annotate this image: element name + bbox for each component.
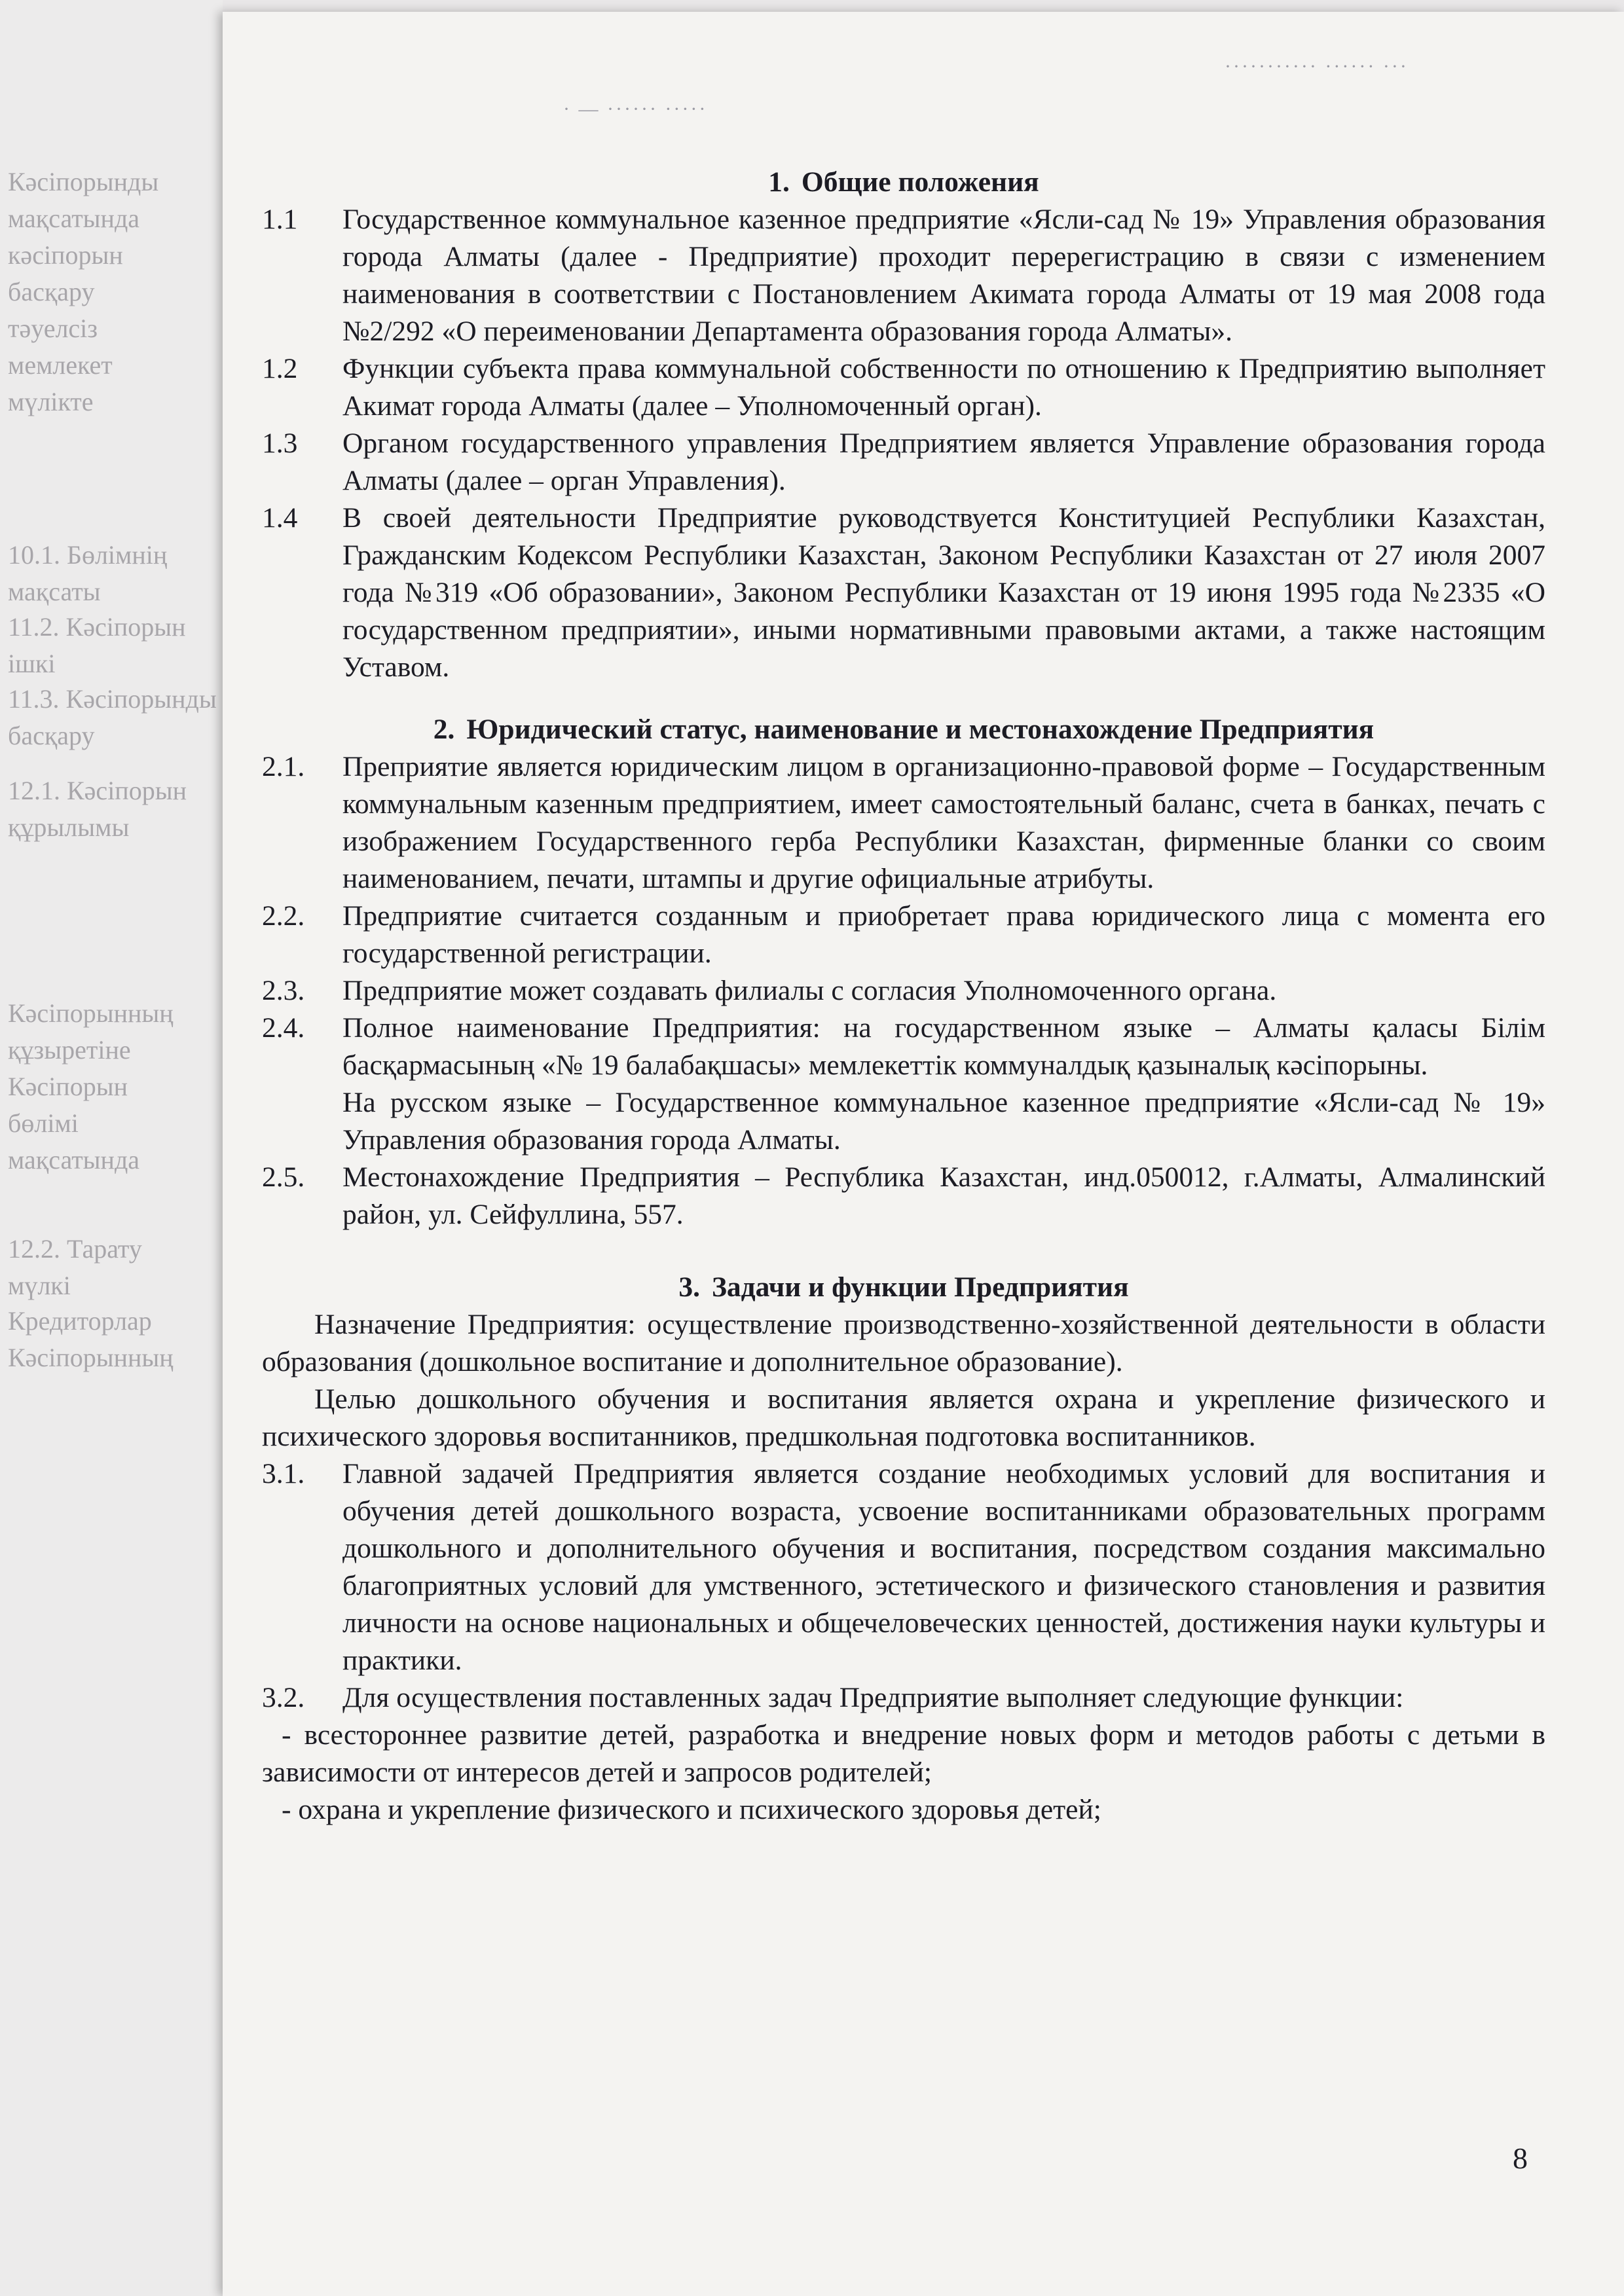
section-1-heading — [262, 164, 1545, 201]
clause-number: 3.2. — [262, 1682, 305, 1713]
clause-text: Полное наименование Предприятия: на государственном языке – Алматы қаласы Білім басқармасының «№ 19 балабақшасы» мемлекеттік коммуналдық қазыналық кәсіпорыны. — [342, 1012, 1545, 1081]
bleed-through-line: құзыретіне — [8, 1035, 131, 1065]
section-number: 3. — [678, 1271, 700, 1303]
section-title: Задачи и функции Предприятия — [711, 1271, 1129, 1303]
header-scan-noise-right: ··········· ······ ··· — [1225, 56, 1409, 77]
bleed-through-line: мүлкі — [8, 1271, 71, 1300]
bleed-through-line: Кәсіпорын — [8, 1072, 128, 1101]
bleed-through-line: бөлімі — [8, 1108, 79, 1138]
bullet-item: - всестороннее развитие детей, разработка и внедрение новых форм и методов работы с детьми в зависимости от интересов детей и запросов родителей; — [262, 1719, 1545, 1788]
clause-number: 2.4. — [262, 1012, 305, 1044]
clause-text: Преприятие является юридическим лицом в организационно-правовой форме – Государственным коммунальным казенным предприятием, имеет самостоятельный баланс, счета в банках, печать с изображением Государственного герба Республики Казахстан, фирменные бланки со своим наименованием, печати, штампы и другие официальные атрибуты. — [342, 751, 1545, 894]
purpose-paragraph: Назначение Предприятия: осуществление производственно-хозяйственной деятельности в области образования (дошкольное воспитание и дополнительное образование). — [262, 1309, 1545, 1377]
bleed-through-line: Кәсіпорынның — [8, 1343, 174, 1372]
bleed-through-line: Кредиторлар — [8, 1306, 152, 1336]
section-number: 1. — [768, 166, 790, 198]
section-title: Общие положения — [801, 166, 1039, 198]
header-scan-noise: · — ······ ····· — [563, 98, 708, 120]
clause-text: Главной задачей Предприятия является создание необходимых условий для воспитания и обучения детей дошкольного возраста, усвоение воспитанниками образовательных программ дошкольного и дополнительного обучения и воспитания, посредством создания максимально благоприятных условий для умственного, эстетического и физического становления и развития личности на основе национальных и общечеловеческих ценностей, достижения науки культуры и практики. — [342, 1458, 1545, 1676]
page-number: 8 — [1513, 2141, 1528, 2175]
bleed-through-line: 12.1. Кәсіпорын — [8, 776, 187, 805]
clause-text: Предприятие считается созданным и приобретает права юридического лица с момента его государственной регистрации. — [342, 900, 1545, 969]
bleed-through-line: мақсатында — [8, 204, 140, 233]
section-title: Юридический статус, наименование и местонахождение Предприятия — [466, 714, 1375, 745]
clause-number: 1.1 — [262, 204, 298, 235]
bleed-through-line: басқару — [8, 721, 95, 750]
clause-number: 1.4 — [262, 502, 298, 534]
bleed-through-line: 10.1. Бөлімнің — [8, 540, 168, 570]
bleed-through-line: 11.3. Кәсіпорынды — [8, 684, 217, 714]
document-body — [262, 164, 1545, 1829]
clause-number: 1.2 — [262, 353, 298, 384]
clause-3-1 — [262, 1455, 1545, 1679]
section-3-heading — [262, 1269, 1545, 1306]
clause-number: 2.5. — [262, 1161, 305, 1193]
goal-paragraph: Целью дошкольного обучения и воспитания является охрана и укрепление физического и психического здоровья воспитанников, предшкольная подготовка воспитанников. — [262, 1383, 1545, 1452]
previous-page-bleed-through — [0, 0, 223, 2296]
clause-text: Местонахождение Предприятия – Республика Казахстан, инд.050012, г.Алматы, Алмалинский район, ул. Сейфуллина, 557. — [342, 1161, 1545, 1230]
bleed-through-line: тәуелсіз — [8, 314, 98, 343]
bleed-through-line: 12.2. Тарату — [8, 1234, 142, 1264]
bleed-through-line: құрылымы — [8, 812, 130, 842]
clause-number: 2.2. — [262, 900, 305, 932]
section-number: 2. — [433, 714, 455, 745]
bleed-through-line: мақсаты — [8, 577, 101, 606]
bullet-item: - охрана и укрепление физического и психического здоровья детей; — [282, 1794, 1101, 1825]
section-2-heading — [262, 711, 1545, 748]
clause-2-2 — [262, 898, 1545, 972]
clause-2-1 — [262, 748, 1545, 898]
clause-text: Функции субъекта права коммунальной собственности по отношению к Предприятию выполняет Акимат города Алматы (далее – Уполномоченный орган). — [342, 353, 1545, 422]
clause-1-2 — [262, 350, 1545, 425]
clause-3-2 — [262, 1679, 1545, 1717]
clause-text: Органом государственного управления Предприятием является Управление образования города Алматы (далее – орган Управления). — [342, 428, 1545, 496]
bleed-through-line: басқару — [8, 277, 95, 306]
clause-1-3 — [262, 425, 1545, 500]
clause-number: 2.3. — [262, 975, 305, 1006]
clause-text: Для осуществления поставленных задач Предприятие выполняет следующие функции: — [342, 1682, 1404, 1713]
clause-text: Предприятие может создавать филиалы с согласия Уполномоченного органа. — [342, 975, 1277, 1006]
bleed-through-line: мемлекет — [8, 350, 113, 380]
bleed-through-line: мүлікте — [8, 387, 94, 416]
clause-number: 3.1. — [262, 1458, 305, 1489]
clause-text: В своей деятельности Предприятие руководствуется Конституцией Республики Казахстан, Гражданским Кодексом Республики Казахстан, Законом Республики Казахстан от 27 июля 2007 года №319 «Об образовании», Законом Республики Казахстан от 19 июня 1995 года №2335 «О государственном предприятии», иными нормативными правовыми актами, а также настоящим Уставом. — [342, 502, 1545, 683]
bleed-through-line: Кәсіпорынды — [8, 167, 159, 196]
clause-2-5 — [262, 1159, 1545, 1233]
clause-1-1 — [262, 201, 1545, 350]
clause-2-3 — [262, 972, 1545, 1010]
bleed-through-line: мақсатында — [8, 1145, 140, 1175]
clause-number: 2.1. — [262, 751, 305, 782]
clause-1-4 — [262, 500, 1545, 686]
clause-2-4 — [262, 1010, 1545, 1084]
russian-name-paragraph: На русском языке – Государственное коммунальное казенное предприятие «Ясли-сад № 19» Управления образования города Алматы. — [342, 1087, 1545, 1156]
clause-number: 1.3 — [262, 428, 298, 459]
bleed-through-line: кәсіпорын — [8, 240, 123, 270]
bleed-through-line: Кәсіпорынның — [8, 998, 174, 1028]
bleed-through-line: 11.2. Кәсіпорын — [8, 612, 186, 642]
bleed-through-line: ішкі — [8, 649, 56, 678]
clause-text: Государственное коммунальное казенное предприятие «Ясли-сад № 19» Управления образования города Алматы (далее - Предприятие) проходит перерегистрацию в связи с изменением наименования в соответствии с Постановлением Акимата города Алматы от 19 мая 2008 года №2/292 «О переименовании Департамента образования города Алматы». — [342, 204, 1545, 347]
